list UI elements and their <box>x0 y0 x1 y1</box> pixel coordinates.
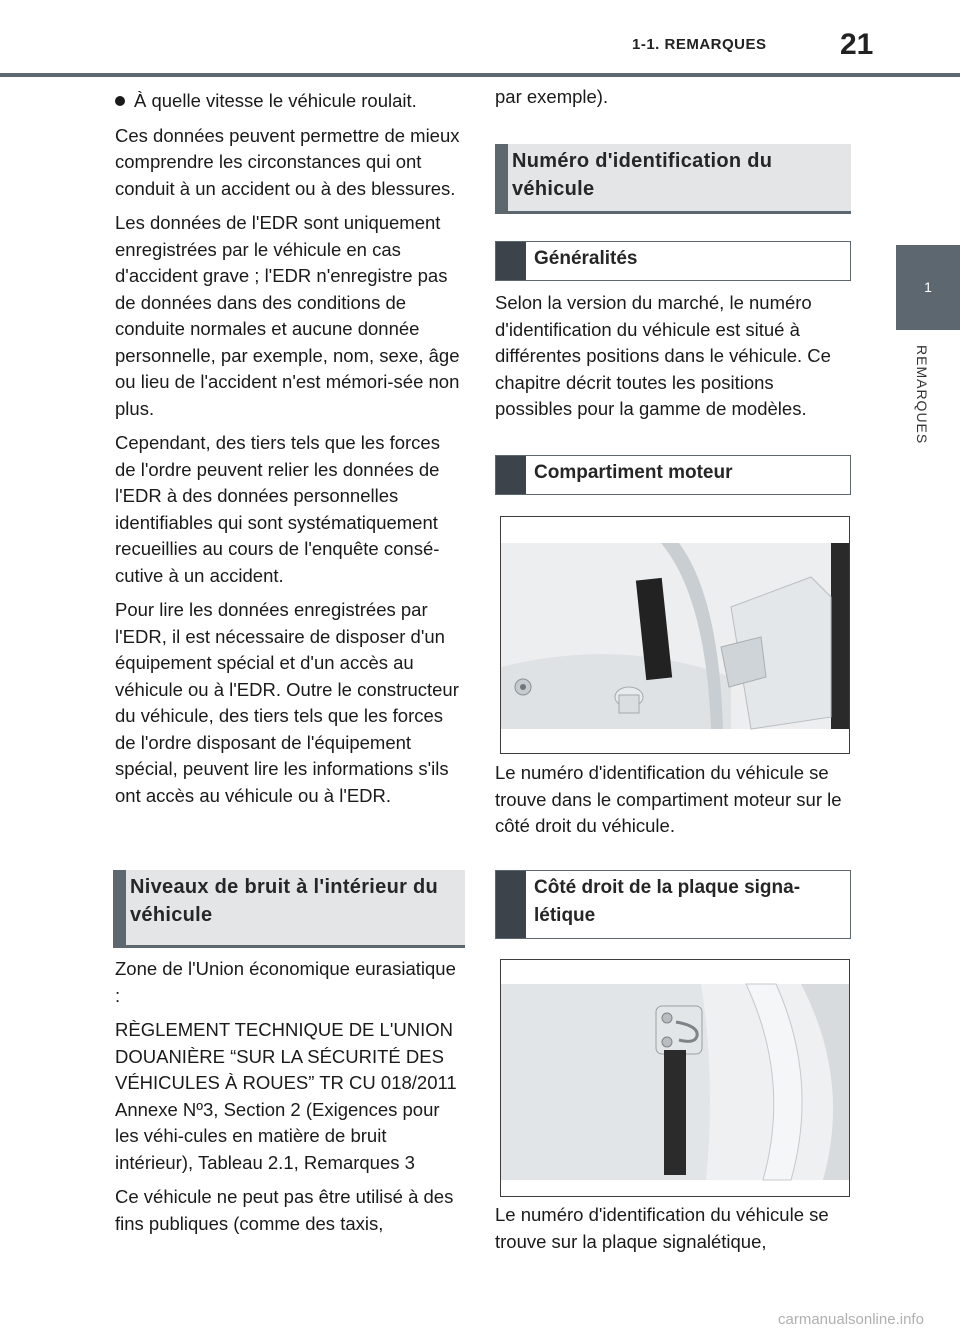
paragraph: Cependant, des tiers tels que les forces de l'ordre peuvent relier les données de l'EDR à des données personnelles identifiables qui sont systématiquement recueillies au cours de l'enquête consé-cutive à un accident. <box>115 432 440 586</box>
chapter-tab[interactable] <box>896 245 960 330</box>
left-column <box>115 88 465 817</box>
header-section-title: 1-1. REMARQUES <box>632 36 767 53</box>
bullet-item <box>115 88 465 115</box>
paragraph: Pour lire les données enregistrées par l'EDR, il est nécessaire de disposer d'un équipement spécial et d'un accès au véhicule ou à l'EDR. Outre le constructeur du véhicule, des tiers tels que les forces de l'ordre disposant de l'équipement spécial, peuvent lire les informations s'ils ont accès au véhicule ou à l'EDR. <box>115 599 459 806</box>
door-plate-figure <box>500 959 850 1197</box>
chapter-tab-label: REMARQUES <box>914 345 930 445</box>
heading-accent-bar <box>496 456 526 494</box>
general-heading <box>495 241 851 281</box>
door-pillar-illustration <box>501 960 849 1196</box>
engine-caption: Le numéro d'identification du véhicule se trouve dans le compartiment moteur sur le côté droit du véhicule. <box>495 762 842 836</box>
engine-compartment-illustration <box>501 517 849 753</box>
general-text: Selon la version du marché, le numéro d'identification du véhicule est situé à différentes positions dans le véhicule. Ce chapitre décrit toutes les positions possibles pour la gamme de modèles. <box>495 292 831 419</box>
paragraph: Les données de l'EDR sont uniquement enregistrées par le véhicule en cas d'accident grave ; l'EDR n'enregistre pas de données dans des conditions de conduite normales et aucune donnée personnelle, par exemple, nom, sexe, âge ou lieu de l'accident n'est mémori-sée non plus. <box>115 212 460 419</box>
plate-heading <box>495 870 851 939</box>
vin-heading <box>495 144 851 214</box>
page-number: 21 <box>840 28 874 61</box>
engine-compartment-figure <box>500 516 850 754</box>
plate-heading-text: Côté droit de la plaque signa-létique <box>534 877 801 926</box>
heading-accent-bar <box>496 871 526 938</box>
paragraph: Ce véhicule ne peut pas être utilisé à des fins publiques (comme des taxis, <box>115 1186 454 1234</box>
bullet-icon <box>115 96 125 106</box>
noise-level-heading <box>113 870 465 948</box>
chapter-tab-number: 1 <box>924 279 932 295</box>
noise-level-heading-text: Niveaux de bruit à l'intérieur du véhicule <box>130 876 439 926</box>
paragraph: Zone de l'Union économique eurasiatique : <box>115 958 456 1006</box>
heading-accent-bar <box>113 870 126 948</box>
engine-heading <box>495 455 851 495</box>
vin-heading-text: Numéro d'identification du véhicule <box>512 150 773 200</box>
header-rule <box>0 73 960 77</box>
paragraph: RÈGLEMENT TECHNIQUE DE L'UNION DOUANIÈRE “SUR LA SÉCURITÉ DES VÉHICULES À ROUES” TR CU 018/2011 Annexe Nº3, Section 2 (Exigences pour les véhi-cules en matière de bruit intérieur), Tableau 2.1, Remarques 3 <box>115 1019 457 1173</box>
bullet-text: À quelle vitesse le véhicule roulait. <box>134 90 417 111</box>
watermark: carmanualsonline.info <box>778 1311 924 1328</box>
general-heading-text: Généralités <box>534 248 638 269</box>
heading-accent-bar <box>496 242 526 280</box>
plate-caption: Le numéro d'identification du véhicule se trouve sur la plaque signalétique, <box>495 1204 829 1252</box>
continuation-text: par exemple). <box>495 86 609 107</box>
noise-level-text <box>115 956 465 1245</box>
paragraph: Ces données peuvent permettre de mieux comprendre les circonstances qui ont conduit à un accident ou à des blessures. <box>115 124 460 199</box>
engine-heading-text: Compartiment moteur <box>534 462 733 483</box>
heading-accent-bar <box>495 144 508 214</box>
